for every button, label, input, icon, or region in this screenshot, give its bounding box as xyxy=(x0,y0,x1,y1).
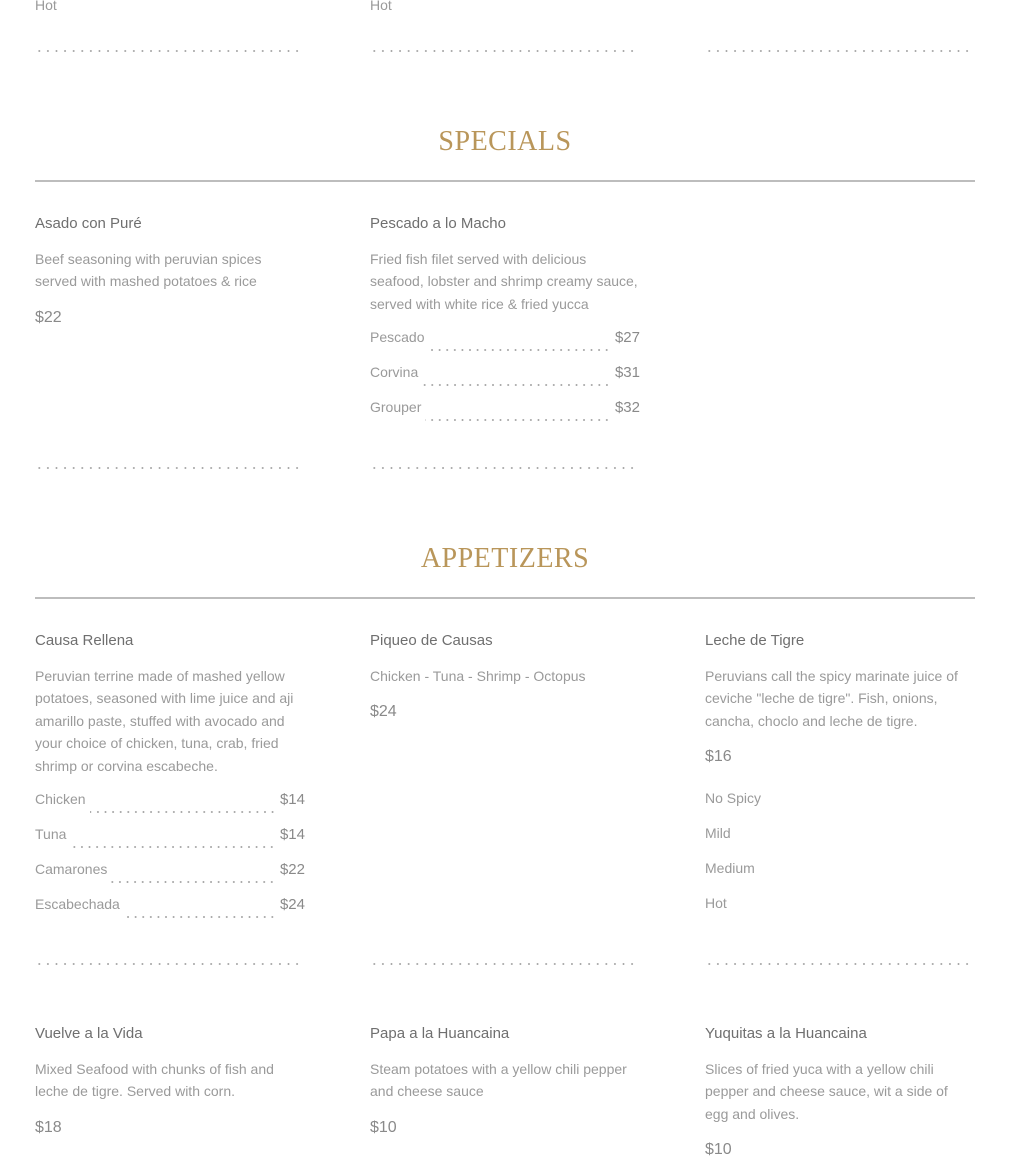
item-name: Causa Rellena xyxy=(35,632,134,649)
variant-label: Pescado xyxy=(370,329,425,346)
item-description: Fried fish filet served with delicious seafood, lobster and shrimp creamy sauce, served with white rice & fried yucca xyxy=(370,251,638,312)
item-price: $10 xyxy=(705,1141,732,1159)
item-name: Pescado a lo Macho xyxy=(370,215,506,232)
spice-option: Hot xyxy=(370,0,392,13)
menu-item xyxy=(705,631,975,928)
menu-item xyxy=(370,1024,642,1139)
dot-leader xyxy=(70,846,276,848)
section-rule xyxy=(35,180,975,182)
spice-option: Mild xyxy=(705,825,731,842)
dotted-divider xyxy=(35,963,303,965)
dot-leader xyxy=(124,916,276,918)
dotted-divider xyxy=(370,467,638,469)
variant-label: Tuna xyxy=(35,826,67,843)
item-price: $16 xyxy=(705,748,732,766)
item-description: Steam potatoes with a yellow chili pepper and cheese sauce xyxy=(370,1061,627,1100)
variant-price: $31 xyxy=(614,364,640,382)
variant-price: $14 xyxy=(279,826,305,844)
item-description: Chicken - Tuna - Shrimp - Octopus xyxy=(370,668,586,684)
dot-leader xyxy=(422,384,611,386)
variant-row xyxy=(35,826,305,861)
item-description: Slices of fried yuca with a yellow chili pepper and cheese sauce, wit a side of egg and olives. xyxy=(705,1061,948,1122)
menu-item xyxy=(35,631,305,931)
dot-leader xyxy=(428,349,610,351)
item-name: Papa a la Huancaina xyxy=(370,1025,510,1042)
variant-price: $32 xyxy=(614,399,640,417)
dotted-divider xyxy=(35,50,303,52)
dot-leader xyxy=(90,811,276,813)
variant-row xyxy=(35,896,305,931)
variant-row xyxy=(35,861,305,896)
variant-price: $24 xyxy=(279,896,305,914)
menu-item xyxy=(370,214,640,434)
variant-label: Corvina xyxy=(370,364,419,381)
variant-row xyxy=(370,399,640,434)
spice-option: Hot xyxy=(705,895,727,912)
dotted-divider xyxy=(370,50,638,52)
variant-label: Chicken xyxy=(35,791,86,808)
spice-option: No Spicy xyxy=(705,790,762,807)
variant-row xyxy=(35,791,305,826)
item-description: Mixed Seafood with chunks of fish and leche de tigre. Served with corn. xyxy=(35,1061,274,1100)
dotted-divider xyxy=(370,963,638,965)
variant-row xyxy=(370,329,640,364)
previous-section-tail xyxy=(35,0,975,64)
item-price: $22 xyxy=(35,308,62,326)
dotted-divider xyxy=(35,467,303,469)
dotted-divider xyxy=(705,50,973,52)
section-rule xyxy=(35,597,975,599)
spice-option: Hot xyxy=(35,0,57,13)
menu-item-tail xyxy=(35,0,305,16)
menu-item xyxy=(35,214,307,329)
item-name: Asado con Puré xyxy=(35,215,142,232)
item-name: Vuelve a la Vida xyxy=(35,1025,143,1042)
variant-label: Grouper xyxy=(370,399,422,416)
dot-leader xyxy=(111,881,276,883)
variant-price: $22 xyxy=(279,861,305,879)
menu-item xyxy=(705,1024,975,1161)
item-name: Piqueo de Causas xyxy=(370,632,493,649)
variant-price: $27 xyxy=(614,329,640,347)
item-price: $24 xyxy=(370,703,397,721)
variant-label: Escabechada xyxy=(35,896,120,913)
spice-option: Medium xyxy=(705,860,755,877)
menu-item xyxy=(370,631,642,723)
item-description: Beef seasoning with peruvian spices served with mashed potatoes & rice xyxy=(35,251,262,290)
dotted-divider xyxy=(705,963,973,965)
dot-leader xyxy=(425,419,611,421)
variant-row xyxy=(370,364,640,399)
variant-list xyxy=(35,791,305,931)
section-title-specials: SPECIALS xyxy=(438,126,572,157)
item-price: $18 xyxy=(35,1118,62,1136)
menu-item-tail xyxy=(370,0,640,16)
variant-label: Camarones xyxy=(35,861,108,878)
item-description: Peruvian terrine made of mashed yellow potatoes, seasoned with lime juice and aji amarillo paste, stuffed with avocado and your choice of chicken, tuna, crab, fried shrimp or corvina escabeche. xyxy=(35,668,294,774)
section-title-appetizers: APPETIZERS xyxy=(420,543,590,574)
item-price: $10 xyxy=(370,1118,397,1136)
item-description: Peruvians call the spicy marinate juice of ceviche "leche de tigre". Fish, onions, cancha, choclo and leche de tigre. xyxy=(705,668,958,729)
variant-price: $14 xyxy=(279,791,305,809)
item-name: Leche de Tigre xyxy=(705,632,805,649)
item-name: Yuquitas a la Huancaina xyxy=(705,1025,867,1042)
spice-level-list xyxy=(705,788,975,928)
variant-list xyxy=(370,329,640,434)
menu-item xyxy=(35,1024,307,1139)
